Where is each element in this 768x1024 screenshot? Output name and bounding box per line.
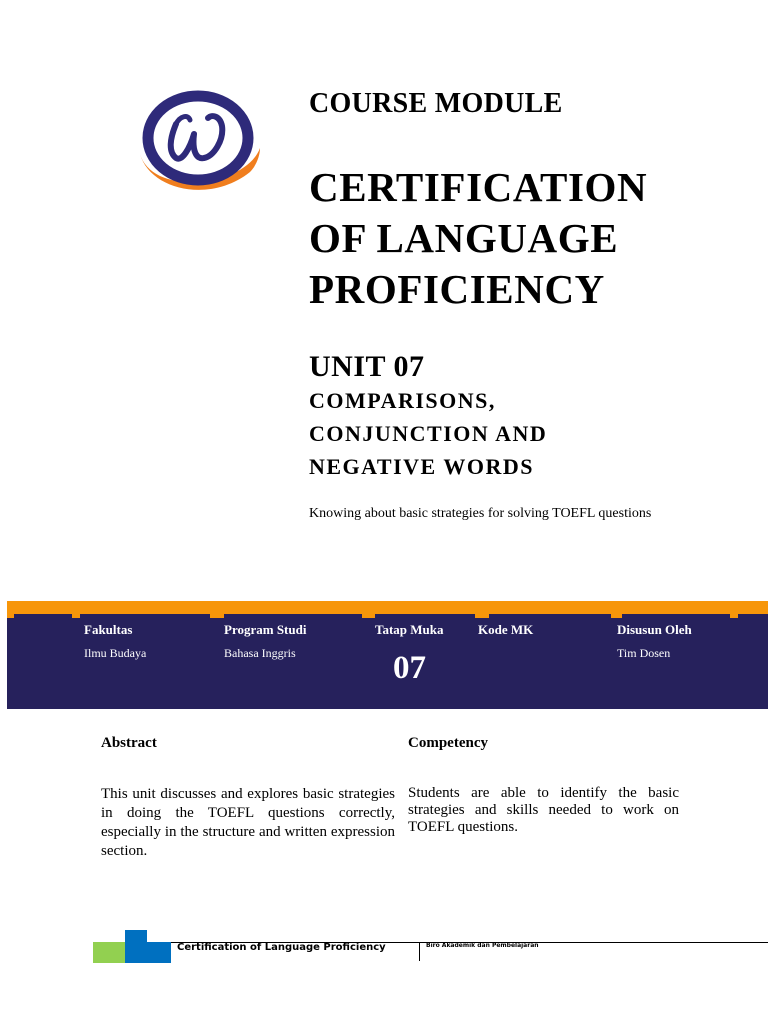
unit-number: UNIT 07 bbox=[309, 350, 425, 383]
module-label: COURSE MODULE bbox=[309, 88, 563, 119]
kode-mk-label: Kode MK bbox=[478, 622, 534, 637]
footer-divider bbox=[419, 942, 420, 961]
course-title bbox=[309, 162, 749, 315]
unit-topic-line: NEGATIVE WORDS bbox=[309, 454, 534, 479]
program-studi-label: Program Studi bbox=[224, 622, 307, 637]
program-studi-value: Bahasa Inggris bbox=[224, 646, 296, 660]
footer-office: Biro Akademik dan Pembelajaran bbox=[426, 942, 539, 949]
unit-topic-line: COMPARISONS, bbox=[309, 388, 496, 413]
fakultas-label: Fakultas bbox=[84, 622, 133, 637]
band-notch bbox=[622, 614, 730, 618]
university-w-logo-icon bbox=[136, 88, 262, 200]
unit-topic-line: CONJUNCTION AND bbox=[309, 421, 548, 446]
course-title-line: OF LANGUAGE bbox=[309, 215, 619, 261]
band-notch bbox=[224, 614, 362, 618]
course-title-line: PROFICIENCY bbox=[309, 266, 605, 312]
abstract-text: This unit discusses and explores basic strategies in doing the TOEFL questions correctly, especially in the structure and written expression section. bbox=[101, 786, 395, 859]
footer-course-title: Certification of Language Proficiency bbox=[177, 942, 386, 953]
footer-blue-block bbox=[125, 942, 171, 963]
band-notch bbox=[80, 614, 210, 618]
competency-heading: Competency bbox=[408, 735, 488, 751]
unit-description: Knowing about basic strategies for solving TOEFL questions bbox=[309, 506, 652, 521]
abstract-heading: Abstract bbox=[101, 735, 157, 751]
disusun-oleh-label: Disusun Oleh bbox=[617, 622, 692, 637]
band-notch bbox=[14, 614, 72, 618]
competency-text: Students are able to identify the basic strategies and skills needed to work on TOEFL questions. bbox=[408, 785, 679, 835]
disusun-oleh-value: Tim Dosen bbox=[617, 646, 671, 660]
footer-green-block bbox=[93, 942, 125, 963]
course-title-line: CERTIFICATION bbox=[309, 164, 648, 210]
fakultas-value: Ilmu Budaya bbox=[84, 646, 147, 660]
unit-topic bbox=[309, 384, 669, 483]
tatap-muka-value: 07 bbox=[393, 650, 426, 686]
band-notch bbox=[375, 614, 475, 618]
band-notch bbox=[738, 614, 768, 618]
tatap-muka-label: Tatap Muka bbox=[375, 622, 444, 637]
band-notch bbox=[489, 614, 611, 618]
